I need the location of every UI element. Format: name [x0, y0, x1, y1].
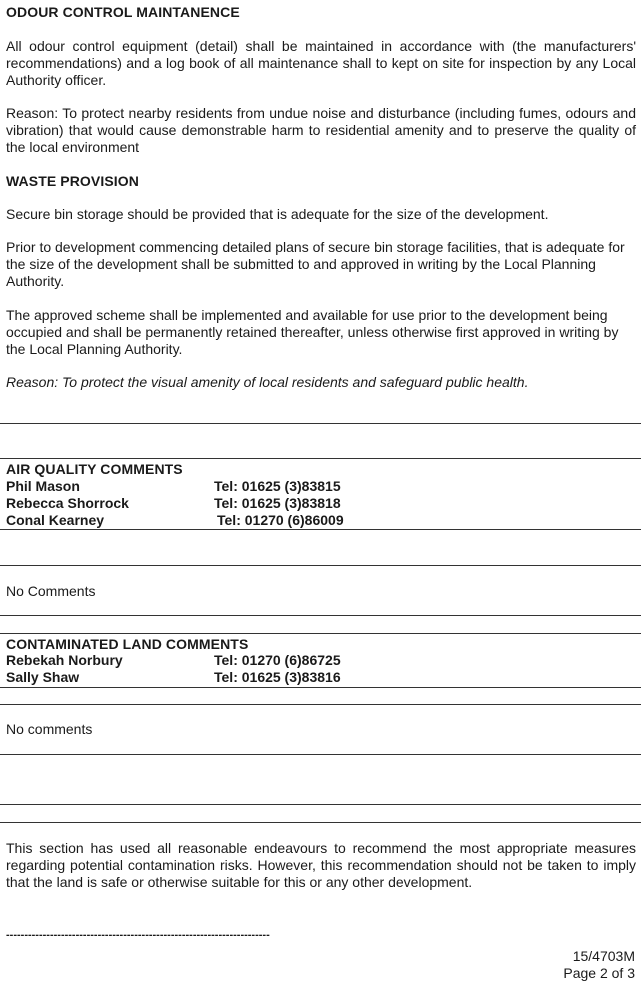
- waste-paragraph-1: Secure bin storage should be provided that is adequate for the size of the development.: [6, 206, 549, 222]
- divider: [0, 704, 641, 705]
- divider: [0, 565, 641, 566]
- odour-reason: Reason: To protect nearby residents from undue noise and disturbance (including fumes, odours and vibration) that would cause demonstrable harm to residential amenity and to preserve the quality of the local environment: [6, 105, 636, 155]
- divider: [0, 458, 641, 459]
- contaminated-land-heading: CONTAMINATED LAND COMMENTS: [6, 636, 249, 652]
- contaminated-land-disclaimer: This section has used all reasonable endeavours to recommend the most appropriate measures regarding potential contamination risks. However, this recommendation should not be taken to imply that the land is safe or otherwise suitable for this or any other development.: [6, 840, 636, 890]
- contact-row: [6, 495, 636, 512]
- divider: [0, 633, 641, 634]
- contact-tel: Tel: 01625 (3)83815: [214, 478, 341, 494]
- reference-number: 15/4703M: [572, 948, 635, 964]
- contact-name: Rebekah Norbury: [6, 652, 123, 668]
- contact-row: [6, 478, 636, 495]
- contact-tel: Tel: 01625 (3)83816: [214, 669, 341, 685]
- contact-tel: Tel: 01625 (3)83818: [214, 495, 341, 511]
- contact-name: Conal Kearney: [6, 512, 105, 528]
- waste-paragraph-2: Prior to development commencing detailed plans of secure bin storage facilities, that is adequate for the size of the development shall be submitted to and approved in writing by the Local Planning Authority.: [6, 239, 625, 289]
- footer: [563, 948, 635, 982]
- contact-row: [6, 669, 636, 686]
- divider: [0, 529, 641, 530]
- air-quality-heading: AIR QUALITY COMMENTS: [6, 461, 183, 477]
- odour-heading: ODOUR CONTROL MAINTANENCE: [6, 4, 240, 20]
- page-number: Page 2 of 3: [563, 965, 635, 981]
- contact-row: [6, 512, 636, 529]
- contaminated-land-contacts: [6, 652, 636, 686]
- contact-name: Rebecca Shorrock: [6, 495, 129, 511]
- waste-paragraph-3: The approved scheme shall be implemented and available for use prior to the development being occupied and shall be permanently retained thereafter, unless otherwise first approved in writing by the Local Planning Authority.: [6, 307, 619, 357]
- contact-row: [6, 652, 636, 669]
- divider: [0, 423, 641, 424]
- waste-heading: WASTE PROVISION: [6, 173, 139, 189]
- contact-tel: Tel: 01270 (6)86009: [217, 512, 344, 528]
- divider: [0, 804, 641, 805]
- divider: [0, 687, 641, 688]
- divider: [0, 822, 641, 823]
- contact-name: Phil Mason: [6, 478, 80, 494]
- contact-tel: Tel: 01270 (6)86725: [214, 652, 341, 668]
- air-quality-contacts: [6, 478, 636, 529]
- waste-reason: Reason: To protect the visual amenity of local residents and safeguard public health.: [6, 374, 529, 390]
- contact-name: Sally Shaw: [6, 669, 80, 685]
- air-quality-comment: No Comments: [6, 583, 96, 599]
- divider: [0, 754, 641, 755]
- odour-paragraph-1: All odour control equipment (detail) shall be maintained in accordance with (the manufacturers' recommendations) and a log book of all maintenance shall to kept on site for inspection by any Local Authority officer.: [6, 38, 636, 88]
- contaminated-land-comment: No comments: [6, 721, 93, 737]
- dashed-separator: ------------------------------------------------------------------------: [6, 929, 270, 941]
- divider: [0, 615, 641, 616]
